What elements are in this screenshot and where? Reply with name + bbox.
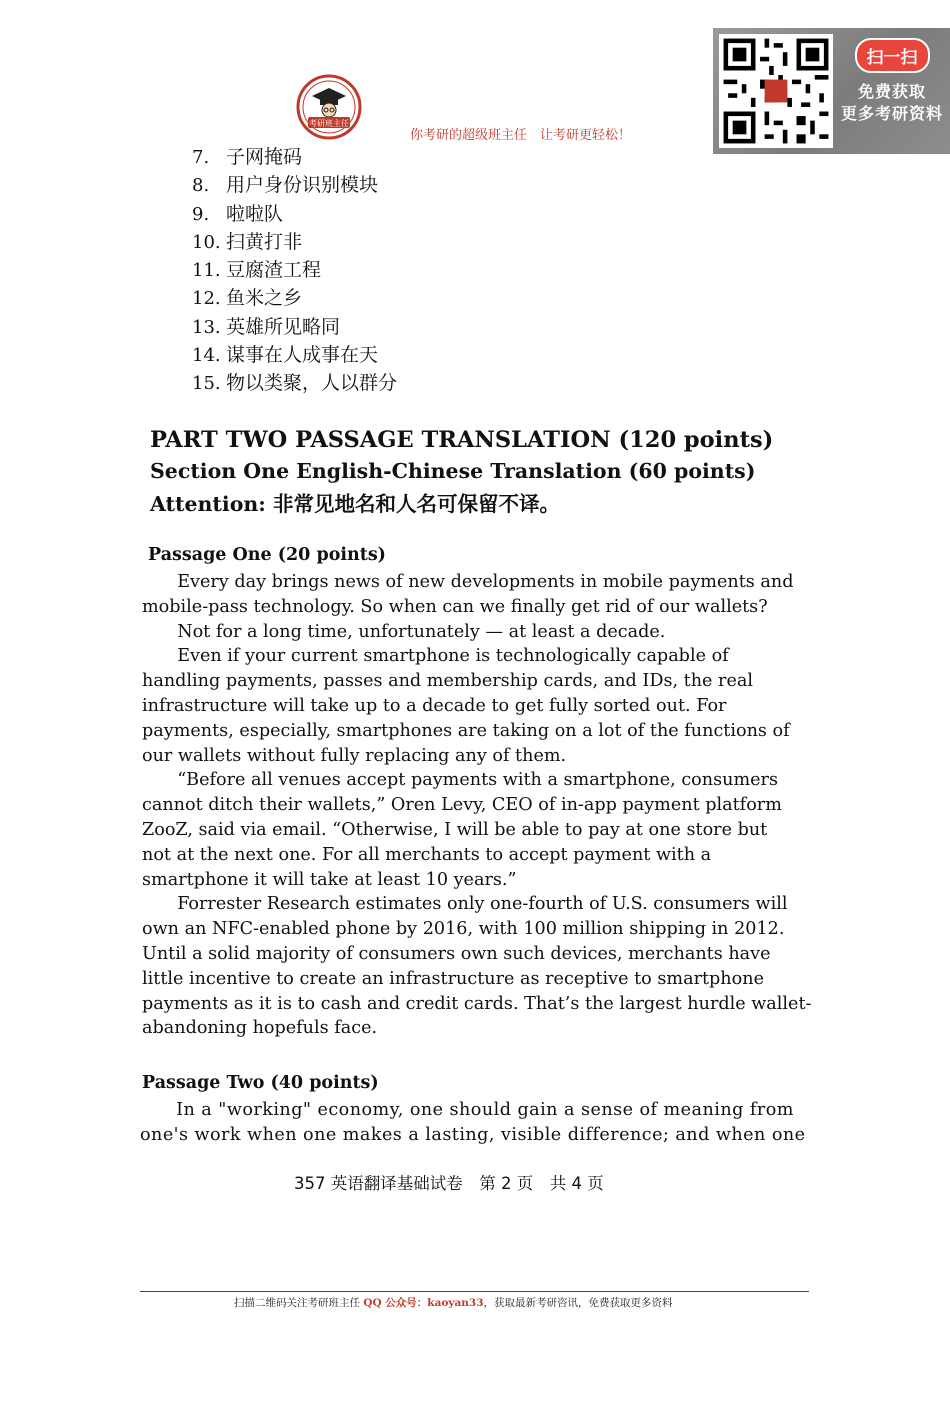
- attention-note: [150, 487, 560, 517]
- vocab-term: 英雄所见略同: [226, 315, 341, 338]
- vocab-item: [192, 171, 397, 199]
- section-heading: Section One English-Chinese Translation (60 points): [150, 459, 756, 483]
- attention-label: Attention:: [150, 492, 266, 516]
- passage-line: In a "working" economy, one should gain a sense of meaning from: [140, 1100, 794, 1120]
- promo-text-pre: 扫描二维码关注考研班主任: [234, 1297, 364, 1309]
- passage-line: smartphone it will take at least 10 years.”: [142, 869, 517, 890]
- vocab-number: 7.: [192, 147, 210, 168]
- passage-line: not at the next one. For all merchants to accept payment with a: [142, 844, 712, 865]
- passage-line: ZooZ, said via email. “Otherwise, I will be able to pay at one store but: [142, 819, 768, 840]
- vocab-number: 15.: [192, 373, 221, 395]
- passage-line: own an NFC-enabled phone by 2016, with 100 million shipping in 2012.: [142, 919, 785, 940]
- passage-line: Not for a long time, unfortunately — at least a decade.: [142, 621, 666, 642]
- qr-banner: [713, 28, 950, 154]
- vocab-number: 10.: [192, 231, 221, 253]
- part-heading: PART TWO PASSAGE TRANSLATION (120 points): [150, 427, 774, 453]
- passage-line: payments, especially, smartphones are taking on a lot of the functions of: [142, 720, 790, 741]
- vocab-number: 8.: [192, 175, 210, 197]
- qr-code-icon: [719, 34, 833, 148]
- passage-line: “Before all venues accept payments with a smartphone, consumers: [142, 770, 778, 791]
- vocab-number: 11.: [192, 260, 221, 282]
- vocab-number: 14.: [192, 345, 221, 367]
- scan-badge: 扫一扫: [855, 38, 930, 73]
- passage-line: Even if your current smartphone is technologically capable of: [142, 646, 729, 667]
- vocab-term: 用户身份识别模块: [226, 174, 379, 197]
- vocab-item: [192, 341, 397, 369]
- passage-two-title: Passage Two (40 points): [142, 1073, 379, 1093]
- promo-footer: [234, 1295, 673, 1310]
- slogan: 你考研的超级班主任 让考研更轻松！: [410, 128, 632, 143]
- passage-line: cannot ditch their wallets,” Oren Levy, CEO of in-app payment platform: [142, 795, 782, 816]
- vocab-term: 子网掩码: [226, 146, 303, 168]
- footer-divider: [140, 1291, 809, 1292]
- vocab-item: [192, 200, 397, 228]
- vocab-number: 9.: [192, 203, 210, 225]
- passage-line: infrastructure will take up to a decade to get fully sorted out. For: [142, 695, 727, 716]
- promo-text-post: ，获取最新考研咨讯，免费获取更多资料: [483, 1297, 673, 1309]
- vocab-item: [192, 256, 397, 284]
- vocab-item: [192, 143, 397, 171]
- vocab-term: 啦啦队: [226, 202, 284, 225]
- passage-line: Every day brings news of new developments in mobile payments and: [142, 572, 794, 592]
- passage-line: Until a solid majority of consumers own such devices, merchants have: [142, 943, 771, 964]
- vocab-term: 物以类聚，人以群分: [226, 372, 398, 395]
- promo-qq: QQ 公众号：kaoyan33: [363, 1297, 484, 1309]
- passage-line: one's work when one makes a lasting, visible difference; and when one: [140, 1124, 806, 1145]
- passage-line: handling payments, passes and membership cards, and IDs, the real: [142, 671, 753, 692]
- vocab-item: [192, 369, 397, 397]
- attention-text: 非常见地名和人名可保留不译。: [272, 492, 560, 516]
- vocab-item: [192, 284, 397, 312]
- vocab-item: [192, 313, 397, 341]
- vocab-term: 谋事在人成事在天: [226, 344, 379, 367]
- passage-line: mobile-pass technology. So when can we finally get rid of our wallets?: [142, 596, 768, 617]
- qr-caption-line1: 免费获取: [857, 82, 926, 101]
- qr-caption-line2: 更多考研资料: [840, 104, 943, 123]
- passage-one-title: Passage One (20 points): [148, 545, 386, 565]
- passage-line: little incentive to create an infrastructure as receptive to smartphone: [142, 968, 764, 989]
- page-footer: 357 英语翻译基础试卷 第 2 页 共 4 页: [294, 1174, 604, 1193]
- vocab-number: 12.: [192, 288, 221, 310]
- vocab-list: [192, 143, 397, 398]
- passage-line: our wallets without fully replacing any of them.: [142, 745, 567, 766]
- vocab-number: 13.: [192, 316, 221, 338]
- passage-line: payments as it is to cash and credit cards. That’s the largest hurdle wallet-: [142, 993, 812, 1014]
- logo-badge: [296, 74, 362, 140]
- vocab-term: 扫黄打非: [226, 230, 303, 253]
- qr-caption: [837, 38, 947, 125]
- passage-one-body: [142, 570, 811, 1041]
- vocab-item: [192, 228, 397, 256]
- passage-line: Forrester Research estimates only one-fourth of U.S. consumers will: [142, 894, 788, 915]
- passage-two-body: [140, 1098, 806, 1148]
- passage-line: abandoning hopefuls face.: [142, 1018, 378, 1039]
- logo-text: 考研班主任: [309, 119, 349, 128]
- vocab-term: 豆腐渣工程: [226, 259, 322, 282]
- vocab-term: 鱼米之乡: [226, 287, 303, 310]
